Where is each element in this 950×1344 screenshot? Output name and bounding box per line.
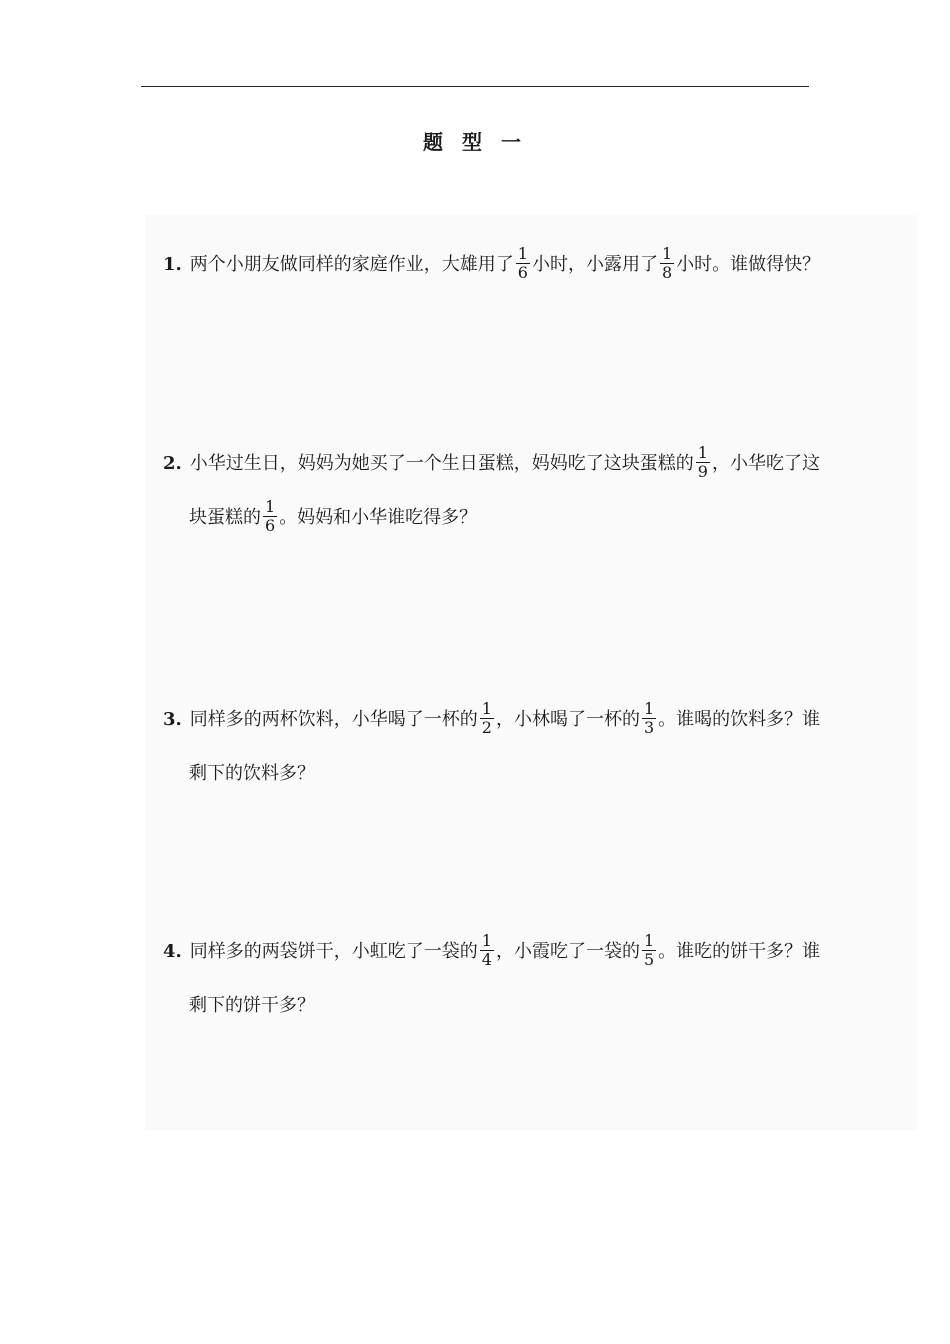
top-rule <box>141 86 809 87</box>
question-text: 同样多的两袋饼干，小虹吃了一袋的 <box>189 941 478 962</box>
question-text: ，小林喝了一杯的 <box>495 709 640 730</box>
question-1 <box>163 238 908 292</box>
question-number: 4. <box>163 941 182 962</box>
question-4 <box>163 925 908 1033</box>
question-line <box>163 979 908 1033</box>
question-3 <box>163 693 908 801</box>
fraction-numerator: 1 <box>643 698 655 718</box>
fraction-numerator: 1 <box>661 243 673 263</box>
question-line <box>163 925 908 979</box>
section-title: 题 型 一 <box>423 130 527 154</box>
fraction <box>642 932 656 969</box>
fraction-denominator: 6 <box>517 262 528 282</box>
fraction-denominator: 4 <box>481 949 492 969</box>
question-2 <box>163 437 908 545</box>
question-line <box>163 693 908 747</box>
fraction <box>263 498 277 535</box>
question-line <box>163 491 908 545</box>
fraction-denominator: 3 <box>643 717 655 737</box>
fraction <box>516 245 530 282</box>
fraction <box>696 444 710 481</box>
question-text: 两个小朋友做同样的家庭作业，大雄用了 <box>189 254 514 275</box>
fraction-numerator: 1 <box>517 243 528 263</box>
question-text: 剩下的饼干多？ <box>189 995 315 1016</box>
fraction <box>480 700 494 737</box>
question-text: 小时，小露用了 <box>531 254 658 275</box>
fraction-denominator: 8 <box>661 262 673 282</box>
fraction <box>480 932 494 969</box>
question-text: 块蛋糕的 <box>189 507 261 528</box>
fraction-numerator: 1 <box>481 930 492 950</box>
question-line <box>163 747 908 801</box>
fraction-denominator: 9 <box>697 461 708 481</box>
question-text: 。谁吃的饼干多？谁 <box>658 941 821 962</box>
question-text: 同样多的两杯饮料，小华喝了一杯的 <box>189 709 478 730</box>
question-number: 2. <box>163 453 182 474</box>
fraction-denominator: 5 <box>643 949 655 969</box>
question-text: 。妈妈和小华谁吃得多？ <box>279 507 478 528</box>
fraction <box>642 700 656 737</box>
fraction <box>660 245 674 282</box>
fraction-denominator: 6 <box>265 515 276 535</box>
fraction-denominator: 2 <box>481 717 492 737</box>
fraction-numerator: 1 <box>643 930 655 950</box>
question-text: ，小霞吃了一袋的 <box>495 941 640 962</box>
question-line <box>163 437 908 491</box>
fraction-numerator: 1 <box>265 496 276 516</box>
question-text: ，小华吃了这 <box>711 453 820 474</box>
question-text: 。谁喝的饮料多？谁 <box>658 709 821 730</box>
question-text: 剩下的饮料多？ <box>189 763 315 784</box>
question-text: 小时。谁做得快？ <box>676 254 821 275</box>
question-text: 小华过生日，妈妈为她买了一个生日蛋糕，妈妈吃了这块蛋糕的 <box>189 453 694 474</box>
question-number: 3. <box>163 709 182 730</box>
fraction-numerator: 1 <box>481 698 492 718</box>
fraction-numerator: 1 <box>697 442 708 462</box>
question-number: 1. <box>163 254 182 275</box>
